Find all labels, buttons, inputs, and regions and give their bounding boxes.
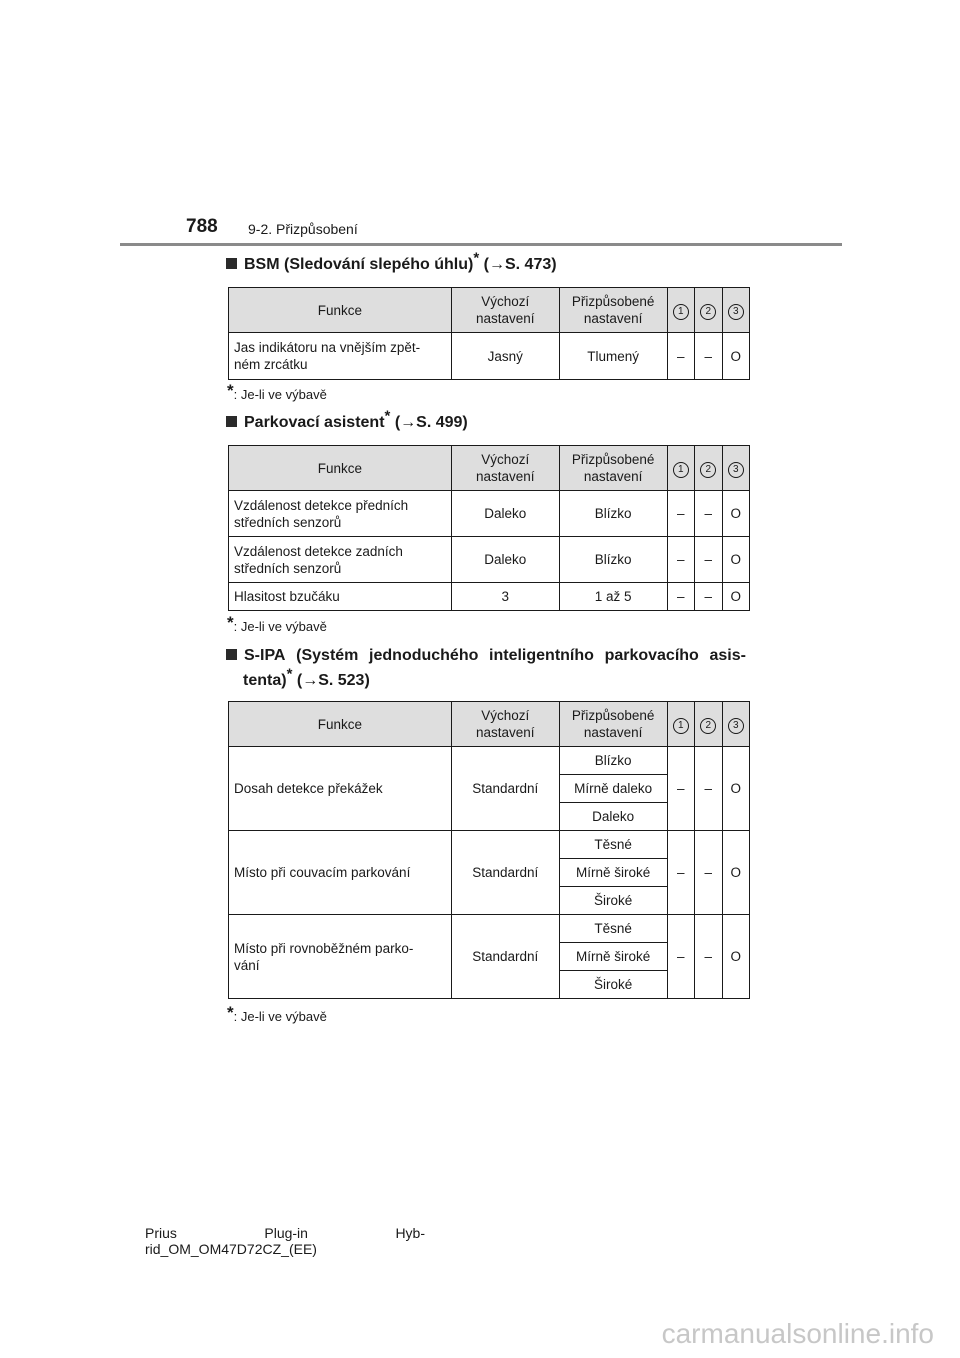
footnote: *: Je-li ve výbavě xyxy=(227,1003,327,1024)
cell-default: 3 xyxy=(451,583,559,611)
page-reference: (→S. 473) xyxy=(483,256,557,273)
circled-1-icon: 1 xyxy=(673,462,689,478)
cell-method-1: – xyxy=(667,333,694,380)
cell-custom: Široké xyxy=(559,887,667,915)
header-method-2 xyxy=(695,702,722,747)
footnote-star: * xyxy=(473,249,480,267)
heading-line-1: S-IPA (Systém jednoduchého inteligentního parkovacího asis- xyxy=(226,645,746,666)
table-header-row xyxy=(229,446,750,491)
header-default: Výchozí nastavení xyxy=(451,288,559,333)
header-rule xyxy=(120,243,842,246)
cell-function: Vzdálenost detekce zadních středních senzorů xyxy=(229,537,452,583)
table-row xyxy=(229,333,750,380)
footnote: *: Je-li ve výbavě xyxy=(227,381,327,402)
header-custom: Přizpůsobené nastavení xyxy=(559,288,667,333)
section-heading-bsm xyxy=(226,249,746,275)
parking-assist-table xyxy=(228,445,750,611)
cell-method-2: – xyxy=(695,915,722,999)
table-row xyxy=(229,537,750,583)
table-header-row xyxy=(229,702,750,747)
cell-custom: Mírně široké xyxy=(559,859,667,887)
table-header-row xyxy=(229,288,750,333)
header-method-1 xyxy=(667,702,694,747)
section-title: BSM (Sledování slepého úhlu) xyxy=(244,256,474,273)
cell-method-3: O xyxy=(722,915,750,999)
cell-custom: Mírně široké xyxy=(559,943,667,971)
footer-line-1: Prius Plug-in Hyb- xyxy=(145,1225,425,1241)
cell-default: Standardní xyxy=(451,915,559,999)
square-bullet-icon xyxy=(226,649,237,660)
circled-3-icon: 3 xyxy=(728,462,744,478)
table-row xyxy=(229,831,750,859)
table-row xyxy=(229,915,750,943)
cell-custom: Blízko xyxy=(559,491,667,537)
header-method-3 xyxy=(722,702,750,747)
header-method-3 xyxy=(722,288,750,333)
circled-3-icon: 3 xyxy=(728,718,744,734)
heading-line-2: tenta)* (→S. 523) xyxy=(243,665,370,689)
cell-function: Dosah detekce překážek xyxy=(229,747,452,831)
header-default: Výchozí nastavení xyxy=(451,702,559,747)
header-custom: Přizpůsobené nastavení xyxy=(559,702,667,747)
header-default: Výchozí nastavení xyxy=(451,446,559,491)
page-reference: (→S. 499) xyxy=(394,414,468,431)
cell-method-3: O xyxy=(722,583,750,611)
header-method-2 xyxy=(695,446,722,491)
section-title: Parkovací asistent xyxy=(244,414,385,431)
document-footer xyxy=(145,1225,425,1257)
header-function: Funkce xyxy=(229,446,452,491)
table-row xyxy=(229,491,750,537)
cell-custom: Blízko xyxy=(559,747,667,775)
cell-custom: Daleko xyxy=(559,803,667,831)
page-number: 788 xyxy=(186,216,218,237)
cell-custom: Široké xyxy=(559,971,667,999)
circled-2-icon: 2 xyxy=(700,462,716,478)
square-bullet-icon xyxy=(226,416,237,427)
cell-method-1: – xyxy=(667,537,694,583)
table-row xyxy=(229,747,750,775)
header-method-1 xyxy=(667,446,694,491)
section-heading-s-ipa xyxy=(226,645,746,691)
header-function: Funkce xyxy=(229,288,452,333)
footnote: *: Je-li ve výbavě xyxy=(227,613,327,634)
footer-line-2: rid_OM_OM47D72CZ_(EE) xyxy=(145,1241,317,1257)
cell-custom: Tlumený xyxy=(559,333,667,380)
header-custom: Přizpůsobené nastavení xyxy=(559,446,667,491)
cell-default: Standardní xyxy=(451,831,559,915)
cell-custom: 1 až 5 xyxy=(559,583,667,611)
section-heading-parking-assist xyxy=(226,407,746,433)
cell-function: Vzdálenost detekce předních středních senzorů xyxy=(229,491,452,537)
circled-2-icon: 2 xyxy=(700,718,716,734)
cell-method-1: – xyxy=(667,583,694,611)
header-method-1 xyxy=(667,288,694,333)
cell-default: Jasný xyxy=(451,333,559,380)
cell-method-2: – xyxy=(695,583,722,611)
cell-function: Hlasitost bzučáku xyxy=(229,583,452,611)
cell-method-3: O xyxy=(722,831,750,915)
cell-method-2: – xyxy=(695,491,722,537)
cell-method-1: – xyxy=(667,491,694,537)
cell-method-1: – xyxy=(667,831,694,915)
cell-method-3: O xyxy=(722,747,750,831)
cell-method-3: O xyxy=(722,333,750,380)
circled-1-icon: 1 xyxy=(673,304,689,320)
circled-1-icon: 1 xyxy=(673,718,689,734)
cell-custom: Těsné xyxy=(559,831,667,859)
table-row xyxy=(229,583,750,611)
cell-custom: Mírně daleko xyxy=(559,775,667,803)
circled-3-icon: 3 xyxy=(728,304,744,320)
bsm-table xyxy=(228,287,750,380)
cell-default: Daleko xyxy=(451,537,559,583)
cell-function: Místo při rovnoběžném parko- vání xyxy=(229,915,452,999)
cell-custom: Těsné xyxy=(559,915,667,943)
s-ipa-table xyxy=(228,701,750,999)
page-reference: (→S. 523) xyxy=(296,672,370,689)
cell-default: Standardní xyxy=(451,747,559,831)
circled-2-icon: 2 xyxy=(700,304,716,320)
footnote-star: * xyxy=(286,665,293,683)
header-method-2 xyxy=(695,288,722,333)
cell-method-1: – xyxy=(667,915,694,999)
section-label: 9-2. Přizpůsobení xyxy=(248,221,358,237)
watermark: carmanualsonline.info xyxy=(661,1318,934,1349)
cell-custom: Blízko xyxy=(559,537,667,583)
cell-method-2: – xyxy=(695,831,722,915)
square-bullet-icon xyxy=(226,258,237,269)
cell-default: Daleko xyxy=(451,491,559,537)
footnote-star: * xyxy=(384,407,391,425)
cell-method-2: – xyxy=(695,537,722,583)
cell-method-3: O xyxy=(722,537,750,583)
cell-method-2: – xyxy=(695,747,722,831)
cell-method-2: – xyxy=(695,333,722,380)
cell-method-1: – xyxy=(667,747,694,831)
cell-function: Místo při couvacím parkování xyxy=(229,831,452,915)
header-method-3 xyxy=(722,446,750,491)
cell-method-3: O xyxy=(722,491,750,537)
header-function: Funkce xyxy=(229,702,452,747)
cell-function: Jas indikátoru na vnějším zpět- ném zrcátku xyxy=(229,333,452,380)
